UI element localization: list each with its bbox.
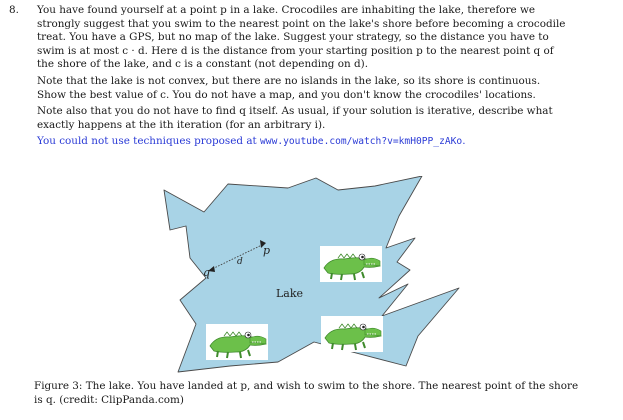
point-q-label: q xyxy=(203,266,211,279)
crocodile-icon xyxy=(206,324,268,360)
lake-label: Lake xyxy=(276,287,304,300)
text-line: swim is at most c · d. Here d is the distance from your starting position p to the nearest point q of xyxy=(37,44,554,57)
caption-line: is q. (credit: ClipPanda.com) xyxy=(34,393,184,406)
text-line: the shore of the lake, and c is a constant (not depending on d). xyxy=(37,58,369,71)
crocodile-icon xyxy=(320,246,382,282)
problem-8 xyxy=(9,4,609,149)
paragraph-2 xyxy=(9,75,609,102)
text-line: exactly happens at the ith iteration (for an arbitrary i). xyxy=(37,118,326,131)
problem-number: 8. xyxy=(9,4,19,16)
distance-label: d xyxy=(237,257,243,267)
note-prefix: You could not use techniques proposed at xyxy=(37,135,261,148)
caption-line: Figure 3: The lake. You have landed at p, and wish to swim to the shore. The nearest point of the shore xyxy=(34,380,579,392)
text-line: Note also that you do not have to find q itself. As usual, if your solution is iterative, describe what xyxy=(37,105,553,118)
lake-illustration xyxy=(160,176,460,376)
lake-figure xyxy=(160,176,460,376)
text-line: treat. You have a GPS, but no map of the lake. Suggest your strategy, so the distance you have to xyxy=(37,31,549,44)
text-line: strongly suggest that you swim to the nearest point on the lake's shore before becoming a crocodile xyxy=(37,17,566,30)
paragraph-4 xyxy=(9,135,609,149)
point-p-label: p xyxy=(263,244,271,257)
figure-caption xyxy=(34,380,589,407)
text-line: You have found yourself at a point p in a lake. Crocodiles are inhabiting the lake, therefore we xyxy=(37,4,536,16)
paragraph-3 xyxy=(9,105,609,132)
text-line: Note that the lake is not convex, but there are no islands in the lake, so its shore is continuous. xyxy=(37,74,541,87)
crocodile-icon xyxy=(321,316,383,352)
paragraph-1 xyxy=(9,4,609,72)
youtube-link[interactable]: www.youtube.com/watch?v=kmH0PP_zAKo xyxy=(260,136,463,148)
text-line: Show the best value of c. You do not have a map, and you don't know the crocodiles' locations. xyxy=(37,88,536,101)
note-suffix: . xyxy=(462,135,466,148)
